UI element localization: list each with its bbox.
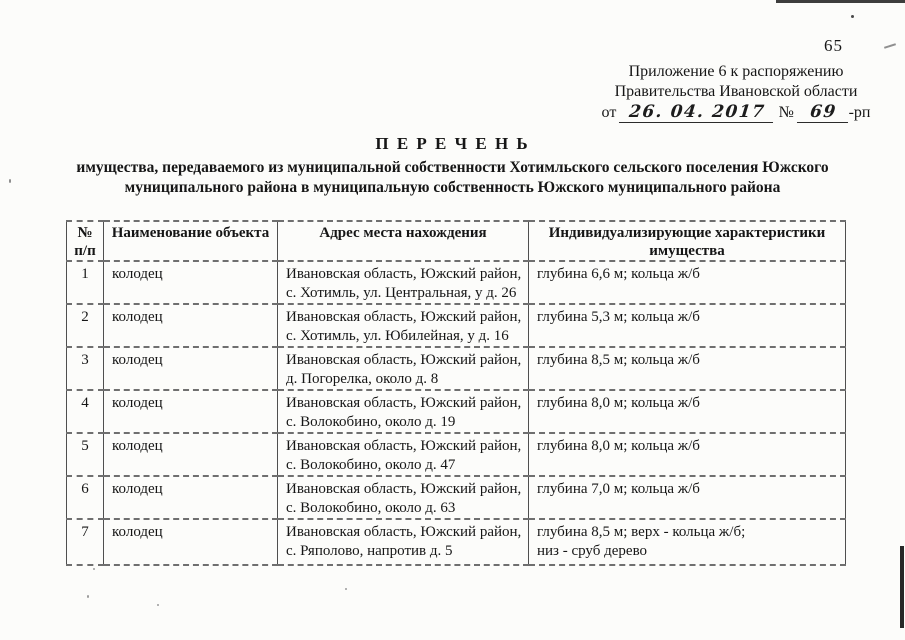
cell-characteristics [529,476,846,519]
scan-artifact-pen-mark [884,43,896,49]
characteristics-line-1: глубина 8,5 м; кольца ж/б [537,352,700,368]
scan-artifact-speck [93,568,95,570]
appendix-line-2: Правительства Ивановской области [614,83,858,100]
cell-row-number: 5 [67,433,104,476]
cell-characteristics [529,390,846,433]
table-row [67,347,846,390]
cell-object-name: колодец [104,519,278,565]
address-line-2: с. Волокобино, около д. 47 [286,457,456,473]
cell-address [278,433,529,476]
table-row [67,304,846,347]
column-header-characteristics [529,221,846,261]
cell-characteristics [529,347,846,390]
address-line-1: Ивановская область, Южский район, [286,352,522,368]
page-number: 65 [824,36,843,55]
characteristics-line-1: глубина 8,0 м; кольца ж/б [537,395,700,411]
cell-object-name: колодец [104,347,278,390]
cell-address [278,347,529,390]
cell-row-number: 3 [67,347,104,390]
cell-address [278,519,529,565]
scan-artifact-speck [9,179,11,183]
address-line-2: с. Хотимль, ул. Юбилейная, у д. 16 [286,328,509,344]
address-line-1: Ивановская область, Южский район, [286,438,522,454]
cell-row-number: 4 [67,390,104,433]
appendix-line-1: Приложение 6 к распоряжению [628,63,844,80]
table-row [67,261,846,304]
cell-row-number: 7 [67,519,104,565]
column-header-name: Наименование объекта [104,221,278,261]
table-header-row [67,221,846,261]
address-line-1: Ивановская область, Южский район, [286,395,522,411]
characteristics-line-1: глубина 6,6 м; кольца ж/б [537,266,700,282]
column-header-num [67,221,104,261]
document-title: П Е Р Е Ч Е Н Ь [375,134,530,153]
cell-characteristics [529,433,846,476]
scan-artifact-top-edge-line [776,0,905,3]
characteristics-line-2: низ - сруб дерево [537,543,648,559]
column-header-characteristics-line1: Индивидуализирующие характеристики [548,225,826,241]
address-line-2: с. Волокобино, около д. 63 [286,500,456,516]
column-header-characteristics-line2: имущества [649,242,725,259]
cell-object-name: колодец [104,261,278,304]
scan-artifact-speck [87,595,89,598]
table-row [67,476,846,519]
address-line-2: д. Погорелка, около д. 8 [286,371,439,387]
cell-object-name: колодец [104,390,278,433]
cell-address [278,390,529,433]
address-line-1: Ивановская область, Южский район, [286,481,522,497]
characteristics-line-1: глубина 8,5 м; верх - кольца ж/б; [537,524,746,540]
handwritten-number: 69 [797,103,850,123]
cell-characteristics [529,261,846,304]
address-line-1: Ивановская область, Южский район, [286,266,522,282]
number-sign: № [778,104,794,121]
address-line-2: с. Ряполово, напротив д. 5 [286,543,453,559]
cell-row-number: 2 [67,304,104,347]
scan-artifact-dot [851,15,854,18]
cell-row-number: 1 [67,261,104,304]
table-row [67,519,846,565]
characteristics-line-1: глубина 7,0 м; кольца ж/б [537,481,700,497]
scan-artifact-right-edge-streak [900,546,904,628]
column-header-num-line2: п/п [74,242,96,259]
cell-object-name: колодец [104,476,278,519]
property-table [66,220,846,566]
appendix-line-3 [595,103,877,123]
characteristics-line-1: глубина 5,3 м; кольца ж/б [537,309,700,325]
document-subtitle-line-1: имущества, передаваемого из муниципальной собственности Хотимльского сельского поселения Южского [76,159,829,176]
address-line-2: с. Волокобино, около д. 19 [286,414,456,430]
from-label: от [601,104,617,121]
address-line-1: Ивановская область, Южский район, [286,309,522,325]
cell-row-number: 6 [67,476,104,519]
appendix-suffix: -рп [848,104,871,121]
document-subtitle-line-2: муниципального района в муниципальную собственность Южского муниципального района [124,178,781,196]
table-row [67,390,846,433]
cell-characteristics [529,519,846,565]
table-row [67,433,846,476]
appendix-heading [595,62,877,123]
cell-characteristics [529,304,846,347]
cell-address [278,261,529,304]
column-header-num-line1: № [77,225,93,241]
cell-address [278,476,529,519]
document-subtitle [56,158,849,197]
cell-object-name: колодец [104,304,278,347]
address-line-1: Ивановская область, Южский район, [286,524,522,540]
column-header-address: Адрес места нахождения [278,221,529,261]
scan-artifact-speck [157,604,159,606]
characteristics-line-1: глубина 8,0 м; кольца ж/б [537,438,700,454]
handwritten-date: 26. 04. 2017 [619,103,775,123]
scan-artifact-speck [345,588,347,590]
cell-object-name: колодец [104,433,278,476]
address-line-2: с. Хотимль, ул. Центральная, у д. 26 [286,285,517,301]
cell-address [278,304,529,347]
